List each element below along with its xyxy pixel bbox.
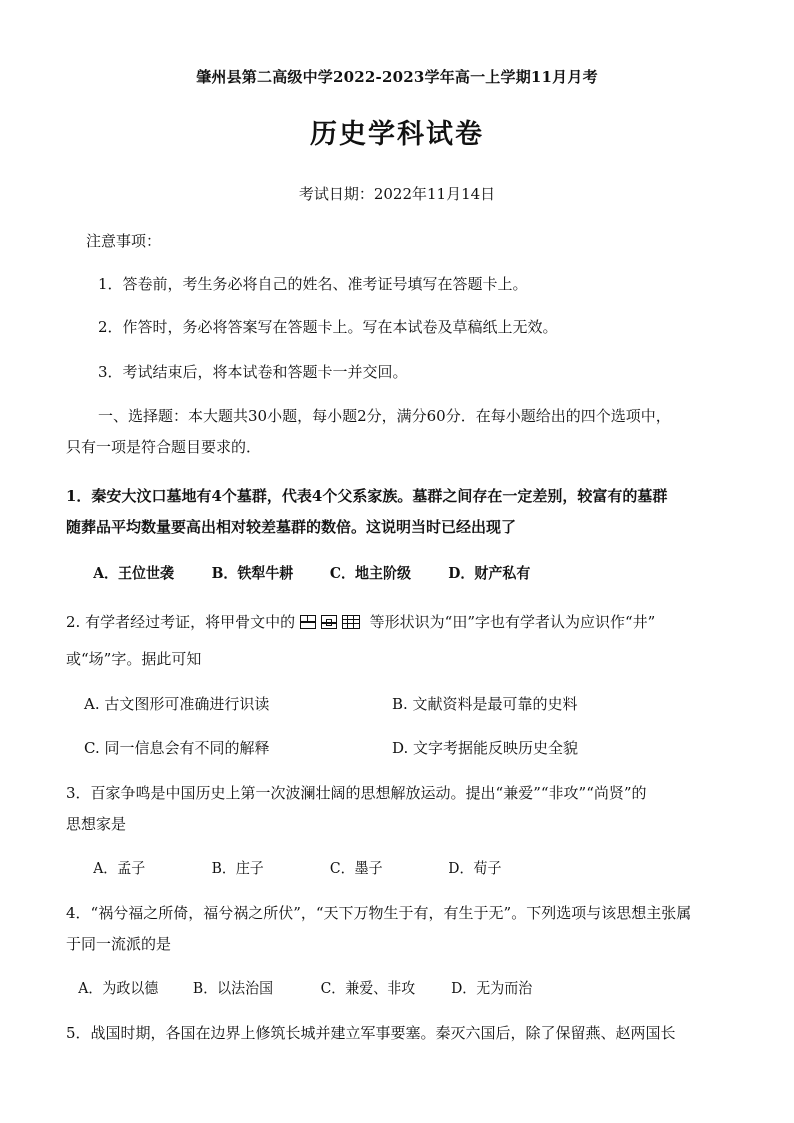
note-item: 2．作答时，务必将答案写在答题卡上。写在本试卷及草稿纸上无效。	[98, 318, 558, 336]
option-d[interactable]: D．无为而治	[451, 979, 533, 997]
oracle-glyph-3-icon	[342, 615, 360, 629]
note-item: 3．考试结束后，将本试卷和答题卡一并交回。	[98, 363, 408, 381]
question-4-line1: 4．“祸兮福之所倚，福兮祸之所伏”，“天下万物生于有，有生于无”。下列选项与该思想主张属	[66, 904, 692, 922]
question-2-line1	[66, 611, 655, 633]
section-instruction-line1: 一、选择题：本大题共30小题，每小题2分，满分60分．在每小题给出的四个选项中，	[98, 407, 671, 425]
question-3-line2: 思想家是	[66, 815, 127, 833]
question-1-line2: 随葬品平均数量要高出相对较差墓群的数倍。这说明当时已经出现了	[66, 518, 517, 536]
option-b[interactable]: B．铁犁牛耕	[211, 564, 294, 582]
exam-date: 考试日期：2022年11月14日	[298, 185, 496, 203]
option-c[interactable]: C．墨子	[329, 859, 383, 877]
option-c[interactable]: C．兼爱、非攻	[320, 979, 416, 997]
option-a[interactable]: A. 古文图形可准确进行识读	[84, 695, 270, 713]
option-b[interactable]: B．庄子	[211, 859, 264, 877]
option-d[interactable]: D．财产私有	[448, 564, 531, 582]
option-a[interactable]: A．为政以德	[78, 979, 159, 997]
option-d[interactable]: D．荀子	[448, 859, 502, 877]
question-1-line1: 1．秦安大汶口墓地有4个墓群，代表4个父系家族。墓群之间存在一定差别，较富有的墓群	[66, 487, 668, 505]
question-2-suffix: 等形状识为“田”字也有学者认为应识作“井”	[369, 613, 656, 631]
question-5-line1: 5．战国时期，各国在边界上修筑长城并建立军事要塞。秦灭六国后，除了保留燕、赵两国长	[66, 1024, 676, 1042]
page-title: 历史学科试卷	[310, 119, 484, 150]
question-3-options	[0, 857, 740, 879]
question-3-line1: 3．百家争鸣是中国历史上第一次波澜壮阔的思想解放运动。提出“兼爱”“非攻”“尚贤”的	[66, 784, 647, 802]
oracle-glyph-2-icon	[321, 615, 337, 629]
option-c[interactable]: C．地主阶级	[329, 564, 411, 582]
section-instruction-line2: 只有一项是符合题目要求的．	[66, 438, 262, 456]
notes-heading: 注意事项：	[86, 232, 162, 250]
school-line: 肇州县第二高级中学2022-2023学年高一上学期11月月考	[196, 68, 598, 86]
option-b[interactable]: B．以法治国	[192, 979, 274, 997]
question-2-line2: 或“场”字。据此可知	[66, 650, 202, 668]
question-4-line2: 于同一流派的是	[66, 935, 172, 953]
option-a[interactable]: A．王位世袭	[93, 564, 174, 582]
option-d[interactable]: D. 文字考据能反映历史全貌	[392, 739, 579, 757]
question-2-prefix: 2. 有学者经过考证，将甲骨文中的	[66, 613, 296, 631]
note-item: 1．答卷前，考生务必将自己的姓名、准考证号填写在答题卡上。	[98, 275, 528, 293]
oracle-glyph-1-icon	[300, 615, 316, 629]
option-c[interactable]: C. 同一信息会有不同的解释	[84, 739, 270, 757]
option-b[interactable]: B. 文献资料是最可靠的史料	[392, 695, 578, 713]
question-4-options	[0, 977, 740, 999]
question-1-options	[0, 562, 740, 584]
option-a[interactable]: A．孟子	[93, 859, 146, 877]
